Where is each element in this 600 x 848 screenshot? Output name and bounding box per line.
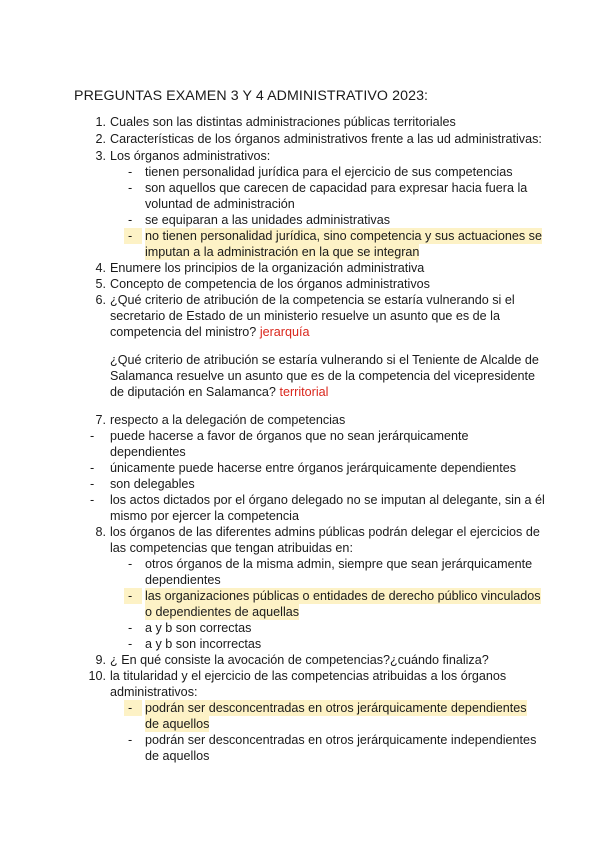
page-title: PREGUNTAS EXAMEN 3 Y 4 ADMINISTRATIVO 2023: <box>74 88 429 104</box>
q8-option-dash: - <box>128 621 133 635</box>
q8-option-a-line1: otros órganos de la misma admin, siempre que sean jerárquicamente <box>145 557 533 571</box>
q6-extra-line3-text: de diputación en Salamanca? <box>110 385 276 399</box>
q5-number: 5. <box>95 277 106 291</box>
q9-text: ¿ En qué consiste la avocación de competencias?¿cuándo finaliza? <box>110 653 489 667</box>
q6-extra-line3 <box>110 384 328 400</box>
q3-option-d-line2-highlighted: imputan a la administración en la que se integran <box>145 245 420 259</box>
q3-option-d-line1-highlighted: no tienen personalidad jurídica, sino competencia y sus actuaciones se <box>145 229 542 243</box>
q10-option-a-line2-highlighted: de aquellos <box>145 717 210 731</box>
q10-option-b-line1: podrán ser desconcentradas en otros jerárquicamente independientes <box>145 733 537 747</box>
q8-option-dash: - <box>128 637 133 651</box>
q7-option-a-line2: dependientes <box>110 445 186 459</box>
q4-text: Enumere los principios de la organización administrativa <box>110 261 425 275</box>
q4-number: 4. <box>95 261 106 275</box>
q7-option-a-line1: puede hacerse a favor de órganos que no sean jerárquicamente <box>110 429 469 443</box>
q9-number: 9. <box>95 653 106 667</box>
q8-option-dash: - <box>128 557 133 571</box>
q7-text: respecto a la delegación de competencias <box>110 413 346 427</box>
q3-option-a: tienen personalidad jurídica para el ejercicio de sus competencias <box>145 165 513 179</box>
q1-number: 1. <box>95 115 106 129</box>
q7-option-d-line2: mismo por ejercer la competencia <box>110 509 299 523</box>
q6-extra-line2: Salamanca resuelve un asunto que es de la competencia del vicepresidente <box>110 369 535 383</box>
q6-extra-answer: territorial <box>279 385 329 399</box>
q3-option-c: se equiparan a las unidades administrativas <box>145 213 391 227</box>
q6-line1: ¿Qué criterio de atribución de la competencia se estaría vulnerando si el <box>110 293 515 307</box>
q2-number: 2. <box>95 132 106 146</box>
q3-option-b-line2: voluntad de administración <box>145 197 295 211</box>
q3-option-dash: - <box>128 213 133 227</box>
q6-number: 6. <box>95 293 106 307</box>
q6-line3 <box>110 324 310 340</box>
q3-text: Los órganos administrativos: <box>110 149 271 163</box>
q3-option-dash-highlighted: - <box>124 228 142 244</box>
q10-number: 10. <box>88 669 106 683</box>
q7-option-b: únicamente puede hacerse entre órganos jerárquicamente dependientes <box>110 461 517 475</box>
q10-option-b-line2: de aquellos <box>145 749 210 763</box>
q7-option-dash: - <box>90 493 95 507</box>
q8-line1: los órganos de las diferentes admins públicas podrán delegar el ejercicios de <box>110 525 540 539</box>
q10-option-dash: - <box>128 733 133 747</box>
q6-line3-text: competencia del ministro? <box>110 325 257 339</box>
q5-text: Concepto de competencia de los órganos administrativos <box>110 277 430 291</box>
q7-number: 7. <box>95 413 106 427</box>
q8-option-a-line2: dependientes <box>145 573 221 587</box>
q3-option-dash: - <box>128 165 133 179</box>
q10-line2: administrativos: <box>110 685 198 699</box>
q7-option-dash: - <box>90 429 95 443</box>
q6-answer: jerarquía <box>259 325 310 339</box>
q8-option-c: a y b son correctas <box>145 621 252 635</box>
q10-option-dash-highlighted: - <box>124 700 142 716</box>
q8-option-b-line2-highlighted: o dependientes de aquellas <box>145 605 300 619</box>
q10-option-a-line1-highlighted: podrán ser desconcentradas en otros jerárquicamente dependientes <box>145 701 527 715</box>
q1-text: Cuales son las distintas administraciones públicas territoriales <box>110 115 456 129</box>
q8-option-dash-highlighted: - <box>124 588 142 604</box>
q7-option-d-line1: los actos dictados por el órgano delegado no se imputan al delegante, sin a él <box>110 493 545 507</box>
q8-option-d: a y b son incorrectas <box>145 637 262 651</box>
q8-option-b-line1-highlighted: las organizaciones públicas o entidades de derecho público vinculados <box>145 589 541 603</box>
q3-option-dash: - <box>128 181 133 195</box>
q7-option-dash: - <box>90 461 95 475</box>
q10-line1: la titularidad y el ejercicio de las competencias atribuidas a los órganos <box>110 669 507 683</box>
q6-line2: secretario de Estado de un ministerio resuelve un asunto que es de la <box>110 309 500 323</box>
q8-number: 8. <box>95 525 106 539</box>
q7-option-c: son delegables <box>110 477 195 491</box>
q7-option-dash: - <box>90 477 95 491</box>
q6-extra-line1: ¿Qué criterio de atribución se estaría vulnerando si el Teniente de Alcalde de <box>110 353 539 367</box>
q2-text: Características de los órganos administrativos frente a las ud administrativas: <box>110 132 542 146</box>
q8-line2: las competencias que tengan atribuidas en: <box>110 541 353 555</box>
q3-option-b-line1: son aquellos que carecen de capacidad para expresar hacia fuera la <box>145 181 528 195</box>
q3-number: 3. <box>95 149 106 163</box>
